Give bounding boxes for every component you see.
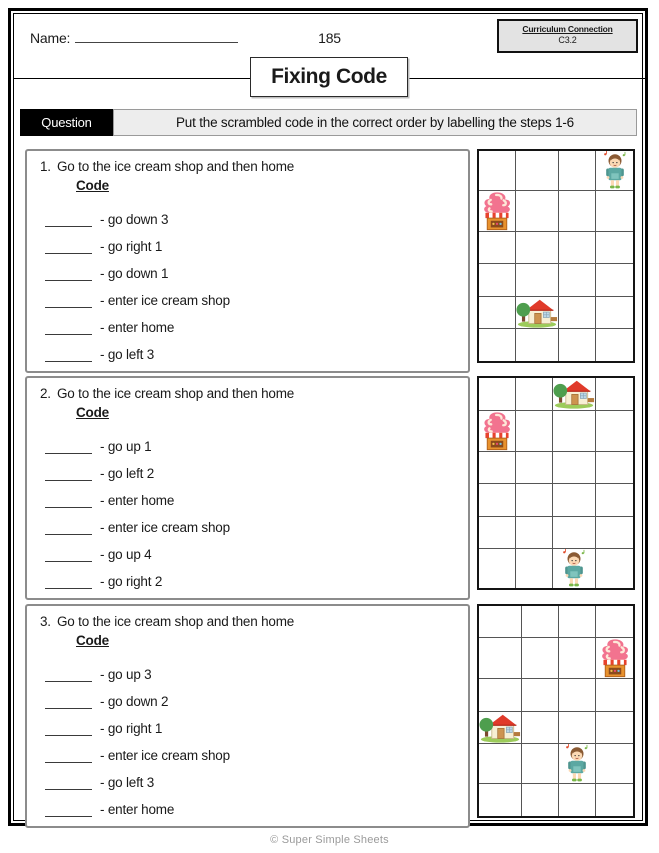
- grid-cell: [479, 452, 516, 485]
- task-instruction: [39, 159, 468, 175]
- task-instruction: [39, 386, 468, 402]
- home-icon: [516, 297, 558, 328]
- code-step: [39, 281, 468, 308]
- task-number: 2.: [40, 386, 51, 401]
- grid-cell: [559, 151, 596, 191]
- step-text: - go right 2: [100, 574, 163, 589]
- grid-cell: [596, 712, 633, 744]
- answer-blank: [45, 320, 92, 335]
- grid-cell: [596, 329, 633, 361]
- task-text: Go to the ice cream shop and then home: [57, 159, 295, 174]
- grid-cell: [516, 378, 553, 411]
- grid-cell: [559, 264, 596, 296]
- code-step: [39, 790, 468, 817]
- grid-cell: [516, 191, 559, 232]
- code-heading: Code: [76, 405, 109, 420]
- grid-cell: [553, 411, 596, 452]
- worksheet-title: Fixing Code: [250, 57, 408, 97]
- answer-blank: [45, 748, 92, 763]
- grid-cell: [522, 712, 559, 744]
- code-step: [39, 454, 468, 481]
- code-step: [39, 254, 468, 281]
- grid-cell: [559, 297, 596, 329]
- step-text: - go left 3: [100, 347, 155, 362]
- question-label: Question: [20, 109, 113, 136]
- grid-cell: [522, 638, 559, 679]
- ice-cream-shop-icon: [481, 411, 513, 451]
- grid-cell: [596, 784, 633, 816]
- grid-cell: [479, 638, 522, 679]
- grid-cell: [559, 232, 596, 264]
- step-text: - enter home: [100, 493, 175, 508]
- question-text: Put the scrambled code in the correct order by labelling the steps 1-6: [113, 109, 637, 136]
- grid-cell: [479, 712, 522, 744]
- grid-cell: [559, 191, 596, 232]
- code-grid-2: [477, 376, 635, 590]
- code-step: [39, 308, 468, 335]
- grid-cell: [559, 638, 596, 679]
- answer-blank: [45, 574, 92, 589]
- grid-cell: [559, 784, 596, 816]
- code-grid-3: [477, 604, 635, 818]
- task-text: Go to the ice cream shop and then home: [57, 614, 295, 629]
- grid-cell: [516, 411, 553, 452]
- answer-blank: [45, 293, 92, 308]
- step-text: - go up 4: [100, 547, 152, 562]
- code-panel-1: [25, 149, 470, 373]
- grid-cell: [553, 517, 596, 550]
- code-step: [39, 427, 468, 454]
- code-step: [39, 682, 468, 709]
- grid-cell: [516, 484, 553, 517]
- grid-cell: [596, 484, 633, 517]
- step-text: - go up 3: [100, 667, 152, 682]
- grid-cell: [553, 452, 596, 485]
- grid-cell: [553, 378, 596, 411]
- code-steps: [39, 427, 468, 589]
- answer-blank: [45, 212, 92, 227]
- ice-cream-shop-icon: [599, 638, 631, 678]
- grid-cell: [596, 549, 633, 588]
- grid-cell: [522, 606, 559, 638]
- grid-cell: [559, 606, 596, 638]
- grid-cell: [596, 151, 633, 191]
- grid-cell: [596, 679, 633, 711]
- code-steps: [39, 655, 468, 817]
- grid-cell: [596, 411, 633, 452]
- code-step: [39, 200, 468, 227]
- grid-cell: [596, 191, 633, 232]
- code-heading: Code: [76, 178, 109, 193]
- code-step: [39, 227, 468, 254]
- grid-cell: [479, 329, 516, 361]
- step-text: - go right 1: [100, 721, 163, 736]
- kid-icon: [564, 744, 590, 783]
- grid-cell: [522, 784, 559, 816]
- grid-cell: [596, 378, 633, 411]
- grid-cell: [479, 264, 516, 296]
- page-number: 185: [318, 30, 341, 46]
- step-text: - go right 1: [100, 239, 163, 254]
- grid-cell: [596, 297, 633, 329]
- grid-cell: [516, 329, 559, 361]
- grid-cell: [596, 744, 633, 784]
- grid-cell: [522, 744, 559, 784]
- step-text: - go down 3: [100, 212, 169, 227]
- task-number: 3.: [40, 614, 51, 629]
- step-text: - enter ice cream shop: [100, 520, 230, 535]
- answer-blank: [45, 721, 92, 736]
- grid-cell: [553, 484, 596, 517]
- grid-cell: [596, 452, 633, 485]
- grid-cell: [516, 517, 553, 550]
- grid-cell: [516, 264, 559, 296]
- grid-cell: [516, 452, 553, 485]
- grid-cell: [596, 638, 633, 679]
- grid-cell: [516, 297, 559, 329]
- grid-cell: [522, 679, 559, 711]
- grid-cell: [559, 329, 596, 361]
- step-text: - go left 2: [100, 466, 155, 481]
- grid-cell: [479, 232, 516, 264]
- grid-cell: [596, 517, 633, 550]
- grid-cell: [516, 549, 553, 588]
- step-text: - enter ice cream shop: [100, 293, 230, 308]
- answer-blank: [45, 493, 92, 508]
- task-instruction: [39, 614, 468, 630]
- code-step: [39, 508, 468, 535]
- code-steps: [39, 200, 468, 362]
- grid-cell: [479, 679, 522, 711]
- step-text: - enter ice cream shop: [100, 748, 230, 763]
- step-text: - go up 1: [100, 439, 152, 454]
- answer-blank: [45, 439, 92, 454]
- step-text: - go down 1: [100, 266, 169, 281]
- grid-cell: [479, 606, 522, 638]
- grid-cell: [596, 606, 633, 638]
- home-icon: [479, 712, 521, 743]
- code-panel-3: [25, 604, 470, 828]
- step-text: - enter home: [100, 320, 175, 335]
- grid-cell: [516, 151, 559, 191]
- grid-cell: [479, 191, 516, 232]
- code-step: [39, 763, 468, 790]
- code-grid-1: [477, 149, 635, 363]
- code-step: [39, 335, 468, 362]
- kid-icon: [561, 549, 587, 588]
- answer-blank: [45, 775, 92, 790]
- code-step: [39, 709, 468, 736]
- grid-cell: [479, 549, 516, 588]
- step-text: - go down 2: [100, 694, 169, 709]
- curriculum-title: Curriculum Connection: [522, 24, 613, 34]
- answer-blank: [45, 266, 92, 281]
- grid-cell: [479, 484, 516, 517]
- grid-cell: [559, 744, 596, 784]
- task-number: 1.: [40, 159, 51, 174]
- grid-cell: [479, 411, 516, 452]
- grid-cell: [479, 744, 522, 784]
- grid-cell: [596, 264, 633, 296]
- grid-cell: [559, 679, 596, 711]
- step-text: - enter home: [100, 802, 175, 817]
- grid-cell: [553, 549, 596, 588]
- home-icon: [553, 378, 595, 409]
- grid-cell: [516, 232, 559, 264]
- code-step: [39, 562, 468, 589]
- code-step: [39, 481, 468, 508]
- answer-blank: [45, 520, 92, 535]
- task-text: Go to the ice cream shop and then home: [57, 386, 295, 401]
- code-panel-2: [25, 376, 470, 600]
- footer-credit: © Super Simple Sheets: [270, 834, 389, 846]
- code-step: [39, 535, 468, 562]
- answer-blank: [45, 347, 92, 362]
- answer-blank: [45, 466, 92, 481]
- grid-cell: [479, 151, 516, 191]
- curriculum-code: C3.2: [558, 35, 577, 45]
- answer-blank: [45, 802, 92, 817]
- grid-cell: [559, 712, 596, 744]
- ice-cream-shop-icon: [481, 191, 513, 231]
- kid-icon: [602, 151, 628, 190]
- grid-cell: [479, 297, 516, 329]
- code-step: [39, 736, 468, 763]
- name-label: Name:: [30, 30, 71, 46]
- answer-blank: [45, 239, 92, 254]
- answer-blank: [45, 547, 92, 562]
- answer-blank: [45, 694, 92, 709]
- grid-cell: [479, 517, 516, 550]
- curriculum-connection-box: [497, 19, 638, 53]
- answer-blank: [45, 667, 92, 682]
- grid-cell: [596, 232, 633, 264]
- step-text: - go left 3: [100, 775, 155, 790]
- grid-cell: [479, 378, 516, 411]
- code-step: [39, 655, 468, 682]
- grid-cell: [479, 784, 522, 816]
- code-heading: Code: [76, 633, 109, 648]
